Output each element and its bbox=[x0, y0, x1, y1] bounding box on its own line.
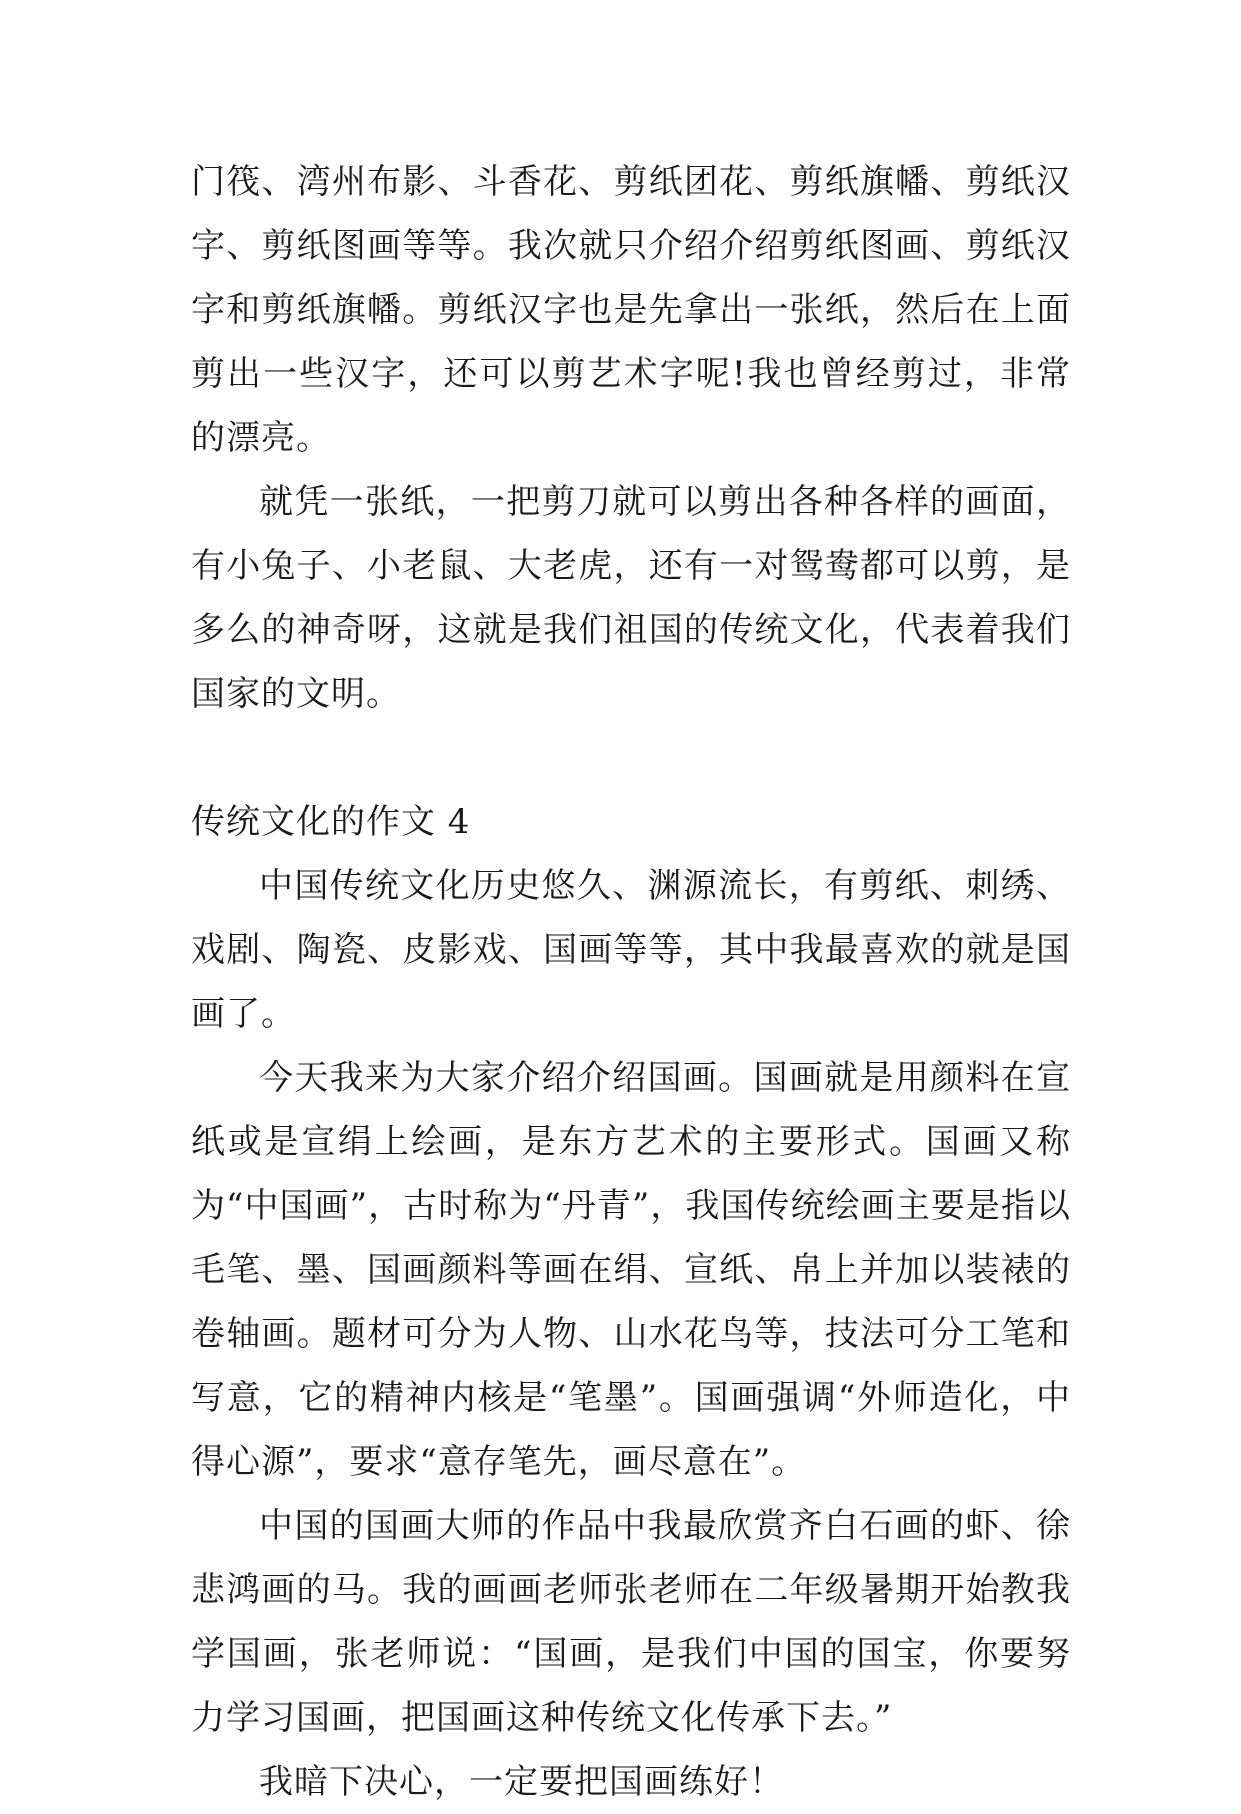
paragraph-papercut-scenes: 就凭一张纸，一把剪刀就可以剪出各种各样的画面，有小兔子、小老鼠、大老虎，还有一对鸳鸯都可以剪，是多么的神奇呀，这就是我们祖国的传统文化，代表着我们国家的文明。 bbox=[191, 482, 1071, 714]
paragraph-intro-culture: 中国传统文化历史悠久、渊源流长，有剪纸、刺绣、戏剧、陶瓷、皮影戏、国画等等，其中我最喜欢的就是国画了。 bbox=[191, 866, 1071, 1034]
paragraph-resolution: 我暗下决心，一定要把国画练好！ bbox=[259, 1762, 784, 1802]
paragraph-guohua-description: 今天我来为大家介绍介绍国画。国画就是用颜料在宣纸或是宣绢上绘画，是东方艺术的主要形式。国画又称为“中国画”，古时称为“丹青”，我国传统绘画主要是指以毛笔、墨、国画颜料等画在绢、宣纸、帛上并加以装裱的卷轴画。题材可分为人物、山水花鸟等，技法可分工笔和写意，它的精神内核是“笔墨”。国画强调“外师造化，中得心源”，要求“意存笔先，画尽意在”。 bbox=[191, 1058, 1071, 1482]
paragraph-masters-and-teacher: 中国的国画大师的作品中我最欣赏齐白石画的虾、徐悲鸿画的马。我的画画老师张老师在二年级暑期开始教我学国画，张老师说：“国画，是我们中国的国宝，你要努力学习国画，把国画这种传统文化传承下去。” bbox=[191, 1506, 1071, 1738]
section-spacer bbox=[191, 726, 1071, 790]
document-body bbox=[191, 150, 1071, 1814]
section-title: 传统文化的作文 4 bbox=[191, 802, 471, 842]
paragraph-continued: 门筏、湾州布影、斗香花、剪纸团花、剪纸旗幡、剪纸汉字、剪纸图画等等。我次就只介绍介绍剪纸图画、剪纸汉字和剪纸旗幡。剪纸汉字也是先拿出一张纸，然后在上面剪出一些汉字，还可以剪艺术字呢!我也曾经剪过，非常的漂亮。 bbox=[191, 162, 1071, 458]
